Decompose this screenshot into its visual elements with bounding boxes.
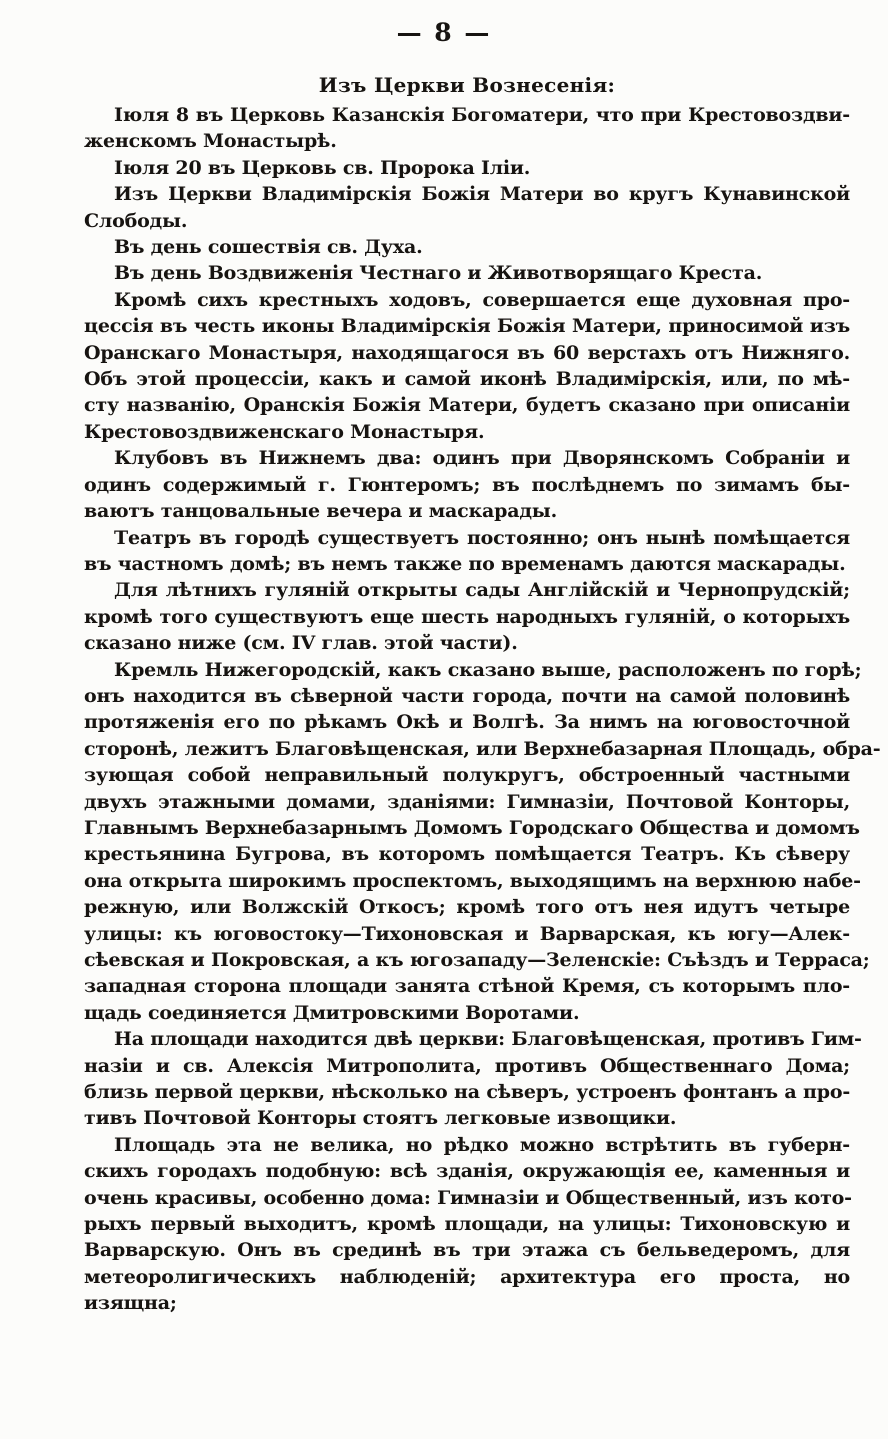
section-heading: Изъ Церкви Вознесенія: — [318, 73, 616, 97]
text-line: Площадь эта не велика, но рѣдко можно встрѣтить въ губерн- — [114, 1133, 850, 1156]
text-line: тивъ Почтовой Конторы стоятъ легковые извощики. — [84, 1107, 677, 1130]
text-line: Кромѣ сихъ крестныхъ ходовъ, совершается еще духовная про- — [114, 288, 850, 311]
text-line: Въ день Воздвиженія Честнаго и Животворящаго Креста. — [114, 262, 763, 285]
text-line: Варварскую. Онъ въ срединѣ въ три этажа съ бельведеромъ, для — [84, 1239, 850, 1262]
text-line: Главнымъ Верхнебазарнымъ Домомъ Городскаго Общества и домомъ — [84, 816, 860, 839]
text-line: щадь соединяется Дмитровскими Воротами. — [84, 1001, 580, 1024]
text-line: Объ этой процессіи, какъ и самой иконѣ Владимірскія, или, по мѣ- — [84, 368, 850, 391]
text-line: Кремль Нижегородскій, какъ сказано выше, расположенъ по горѣ; — [114, 658, 862, 681]
text-line: Изъ Церкви Владимірскія Божія Матери во кругъ Кунавинской — [114, 183, 850, 206]
text-line: женскомъ Монастырѣ. — [84, 130, 337, 153]
text-line: близь первой церкви, нѣсколько на сѣверъ, устроенъ фонтанъ а про- — [84, 1081, 850, 1104]
text-line: Крестовоздвиженскаго Монастыря. — [84, 420, 485, 443]
text-line: сту названію, Оранскія Божія Матери, будетъ сказано при описаніи — [84, 394, 850, 417]
text-line: цессія въ честь иконы Владимірскія Божія Матери, приносимой изъ — [84, 315, 850, 338]
body-text — [84, 102, 881, 1317]
text-line: назіи и св. Алексія Митрополита, противъ Общественнаго Дома; — [84, 1054, 850, 1077]
text-line: протяженія его по рѣкамъ Окѣ и Волгѣ. За нимъ на юговосточной — [84, 711, 850, 734]
text-line: Слободы. — [84, 209, 188, 232]
text-line: она открыта широкимъ проспектомъ, выходящимъ на верхнюю набе- — [84, 869, 861, 892]
text-line: ваютъ танцовальные вечера и маскарады. — [84, 500, 558, 523]
text-line: въ частномъ домѣ; въ немъ также по временамъ даются маскарады. — [84, 552, 846, 575]
text-line: западная сторона площади занята стѣной Кремя, съ которымъ пло- — [84, 975, 850, 998]
page-number: — 8 — — [396, 18, 492, 47]
text-line: зующая собой неправильный полукругъ, обстроенный частными — [84, 764, 850, 787]
page-content — [84, 72, 881, 1317]
text-line: сѣевская и Покровская, а къ югозападу—Зеленскіе: Съѣздъ и Терраса; — [84, 949, 870, 971]
text-line: онъ находится въ сѣверной части города, почти на самой половинѣ — [84, 684, 850, 707]
text-line: скихъ городахъ подобную: всѣ зданія, окружающія ее, каменныя и — [84, 1160, 850, 1183]
text-line: очень красивы, особенно дома: Гимназіи и Общественный, изъ кото- — [84, 1186, 852, 1209]
text-line: Оранскаго Монастыря, находящагося въ 60 верстахъ отъ Нижняго. — [84, 341, 850, 364]
text-line: Театръ въ городѣ существуетъ постоянно; онъ нынѣ помѣщается — [114, 526, 850, 549]
text-line: сторонѣ, лежитъ Благовѣщенская, или Верхнебазарная Площадь, обра- — [84, 737, 881, 760]
text-line: кромѣ того существуютъ еще шесть народныхъ гуляній, о которыхъ — [84, 605, 850, 628]
text-line: Іюля 8 въ Церковь Казанскія Богоматери, что при Крестовоздви- — [114, 104, 850, 126]
text-line: Іюля 20 въ Церковь св. Пророка Іліи. — [114, 156, 531, 179]
text-line: улицы: къ юговостоку—Тихоновская и Варварская, къ югу—Алек- — [84, 922, 850, 945]
text-line: Въ день сошествія св. Духа. — [114, 236, 423, 259]
text-line: Для лѣтнихъ гуляній открыты сады Англійскій и Чернопрудскій; — [114, 579, 850, 602]
text-line: сказано ниже (см. IV глав. этой части). — [84, 632, 518, 655]
text-line: двухъ этажными домами, зданіями: Гимназіи, Почтовой Конторы, — [84, 790, 850, 813]
text-line: рыхъ первый выходитъ, кромѣ площади, на улицы: Тихоновскую и — [84, 1213, 850, 1236]
text-line: крестьянина Бугрова, въ которомъ помѣщается Театръ. Къ сѣверу — [84, 843, 850, 866]
text-line: одинъ содержимый г. Гюнтеромъ; въ послѣднемъ по зимамъ бы- — [84, 473, 850, 496]
text-line: режную, или Волжскій Откосъ; кромѣ того отъ нея идутъ четыре — [84, 896, 850, 919]
text-line: На площади находится двѣ церкви: Благовѣщенская, противъ Гим- — [114, 1028, 862, 1051]
text-line: метеоролигическихъ наблюденій; архитектура его проста, но изящна; — [84, 1265, 850, 1315]
text-line: Клубовъ въ Нижнемъ два: одинъ при Дворянскомъ Собраніи и — [114, 447, 850, 470]
